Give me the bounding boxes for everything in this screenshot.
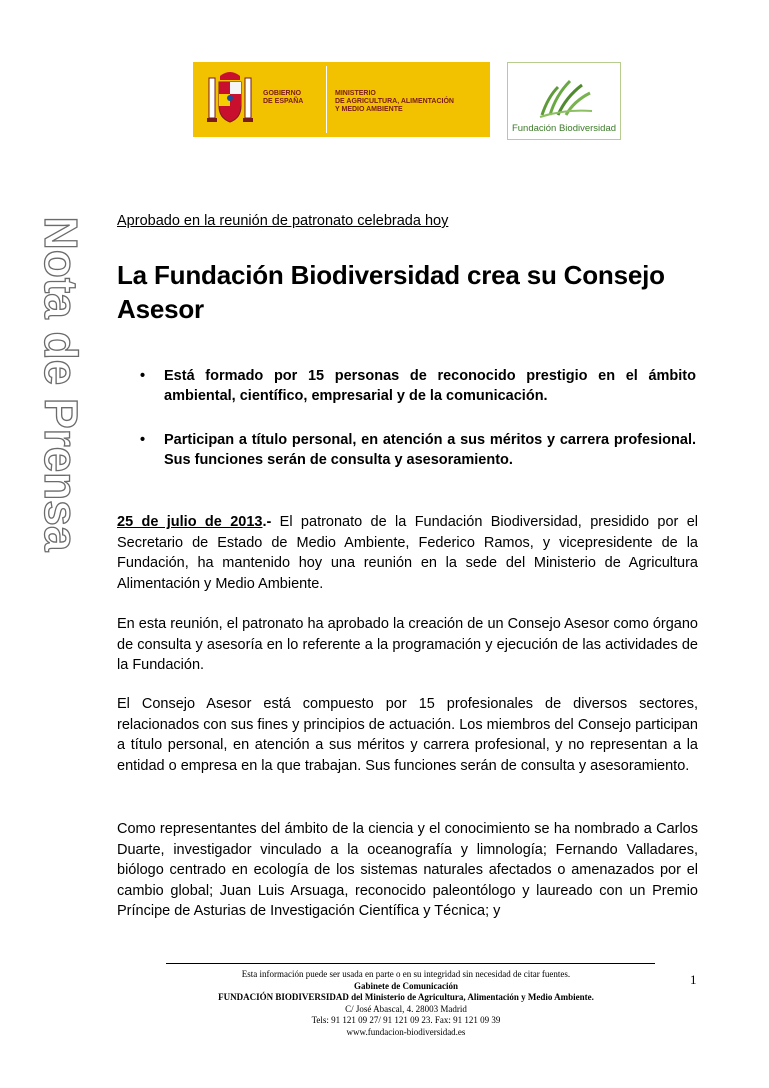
body-paragraph-1 [117,512,698,594]
foundation-logo [507,62,621,140]
press-release-label [32,210,90,558]
highlights-list [140,366,696,494]
government-banner [193,62,490,137]
paragraph-text: El patronato de la Fundación Biodiversidad, presidido por el Secretario de Estado de Medio Ambiente, Federico Ramos, y vicepresidente de la Fundación, ha mantenido hoy una reunión en la sede del Ministerio de Agricultura Alimentación y Medio Ambiente. [117,514,698,592]
kicker: Aprobado en la reunión de patronato celebrada hoy [117,213,449,229]
footer-address: C/ José Abascal, 4. 28003 Madrid [345,1003,467,1014]
government-name: GOBIERNO DE ESPAÑA [263,90,304,105]
banner-divider [326,66,327,133]
page-title: La Fundación Biodiversidad crea su Consejo Asesor [117,260,665,324]
footer-website[interactable]: www.fundacion-biodiversidad.es [346,1026,466,1037]
page-number: 1 [690,972,697,987]
release-date: 25 de julio de 2013 [117,514,263,530]
list-item [140,430,696,470]
footer-disclaimer: Esta información puede ser usada en parte o en su integridad sin necesidad de citar fuentes. [241,969,571,979]
body-paragraph-2: En esta reunión, el patronato ha aprobado la creación de un Consejo Asesor como órgano de consulta y asesoría en lo referente a la programación y ejecución de las actividades de la Fundación. [117,616,698,673]
footer-department: Gabinete de Comunicación [353,980,458,991]
body-paragraph-4: Como representantes del ámbito de la ciencia y el conocimiento se ha nombrado a Carlos Duarte, investigador vinculado a la oceanografía y limnología; Fernando Valladares, biólogo centrado en ecología de los sistemas naturales afectados o amenazados por el cambio global; Juan Luis Arsuaga, reconocido paleontólogo y laureado con un Premio Príncipe de Asturias de Investigación Científica y Técnica; y [117,821,698,919]
coat-of-arms-icon [207,68,253,130]
list-item [140,366,696,406]
footer-divider [166,963,655,964]
footer [166,969,646,1038]
bullet-icon: • [140,368,146,384]
highlight-text: Está formado por 15 personas de reconocido prestigio en el ámbito ambiental, científico, empresarial y de la comunicación. [164,368,696,404]
bullet-icon: • [140,432,146,448]
foundation-name: Fundación Biodiversidad [511,123,617,134]
footer-phones: Tels: 91 121 09 27/ 91 121 09 23. Fax: 91 121 09 39 [311,1015,501,1025]
date-separator: .- [262,514,272,530]
ministry-name: MINISTERIO DE AGRICULTURA, ALIMENTACIÓN Y MEDIO AMBIENTE [335,90,454,113]
grass-icon [538,75,594,119]
side-label-text: Nota de Prensa [35,216,87,552]
footer-organization: FUNDACIÓN BIODIVERSIDAD del Ministerio de Agricultura, Alimentación y Medio Ambiente. [218,992,594,1002]
body-paragraph-3: El Consejo Asesor está compuesto por 15 profesionales de diversos sectores, relacionados con sus fines y principios de actuación. Los miembros del Consejo participan a título personal, en atención a sus méritos y carrera profesional, y no representan a la entidad o empresa en la que trabajan. Sus funciones serán de consulta y asesoramiento. [117,696,698,774]
highlight-text: Participan a título personal, en atención a sus méritos y carrera profesional. Sus funciones serán de consulta y asesoramiento. [164,432,696,468]
